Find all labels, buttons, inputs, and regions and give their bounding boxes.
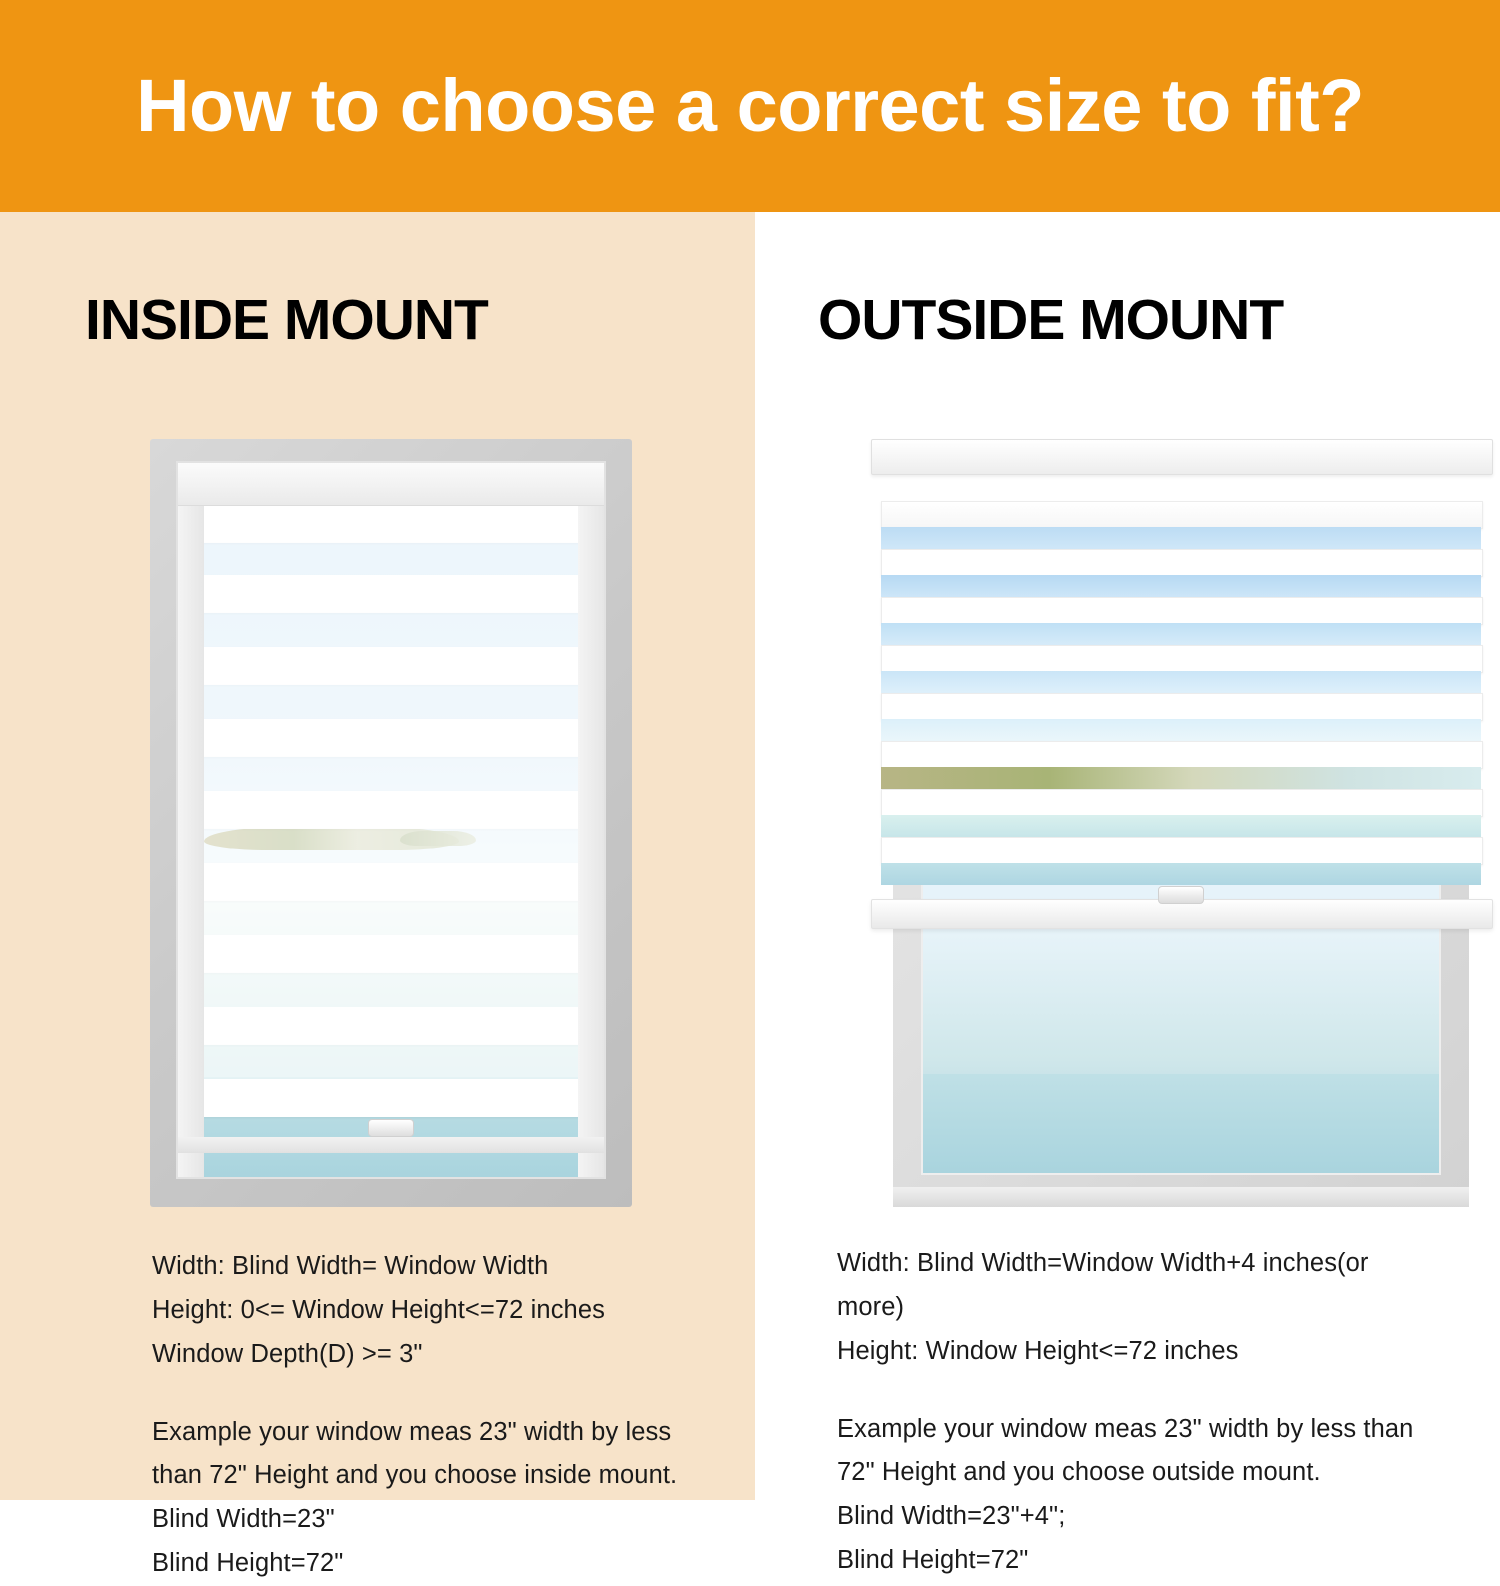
blind-slat bbox=[178, 647, 604, 685]
blind-stripe-view bbox=[881, 575, 1481, 597]
header-banner bbox=[0, 0, 1500, 212]
blind-sheer bbox=[178, 829, 604, 863]
window-sash-lock bbox=[368, 1119, 414, 1137]
blind-band bbox=[881, 549, 1483, 577]
outside-mount-text bbox=[837, 1242, 1437, 1583]
sea-band bbox=[923, 1074, 1439, 1173]
blind-headrail bbox=[178, 463, 604, 506]
blind-band bbox=[881, 741, 1483, 769]
blind-slat bbox=[178, 505, 604, 543]
outside-spec-width: Width: Blind Width=Window Width+4 inches(or more) bbox=[837, 1249, 1369, 1321]
blind-stripe-view bbox=[881, 527, 1481, 549]
blind-stripe-view bbox=[881, 719, 1481, 741]
blind-slat bbox=[178, 935, 604, 973]
inside-mount-panel bbox=[0, 212, 755, 1578]
page-title: How to choose a correct size to fit? bbox=[136, 64, 1364, 147]
blind-slat bbox=[178, 575, 604, 613]
blind-side-rail-left bbox=[178, 505, 204, 1177]
blind-band bbox=[881, 837, 1483, 865]
window-frame-inner bbox=[176, 461, 606, 1179]
blind-slat bbox=[178, 791, 604, 829]
blind-sheer bbox=[178, 1045, 604, 1079]
blind-sheer bbox=[178, 757, 604, 791]
spacer bbox=[152, 1377, 722, 1411]
blind-band bbox=[881, 597, 1483, 625]
outside-mount-title: OUTSIDE MOUNT bbox=[818, 288, 1284, 352]
outside-example-intro: Example your window meas 23" width by less than 72" Height and you choose outside mount. bbox=[837, 1414, 1414, 1487]
blind-slat bbox=[178, 1079, 604, 1117]
zebra-blind-outside bbox=[871, 439, 1491, 969]
zebra-blind-slats bbox=[178, 463, 604, 1177]
blind-slat bbox=[178, 863, 604, 901]
window-sash-bar bbox=[178, 1137, 604, 1153]
blind-side-rail-right bbox=[578, 505, 604, 1177]
blind-stripe-view bbox=[881, 815, 1481, 837]
blind-slat bbox=[178, 1007, 604, 1045]
blind-headrail bbox=[871, 439, 1493, 475]
panels-container bbox=[0, 212, 1500, 1578]
spacer bbox=[837, 1374, 1437, 1408]
blind-band bbox=[881, 501, 1483, 529]
blind-stripe-view bbox=[881, 863, 1481, 885]
outside-mount-panel bbox=[755, 212, 1500, 1575]
blind-sheer bbox=[178, 901, 604, 935]
inside-mount-title: INSIDE MOUNT bbox=[85, 288, 488, 352]
inside-example-height: Blind Height=72" bbox=[152, 1549, 344, 1578]
blind-band bbox=[881, 693, 1483, 721]
blind-stripe-view bbox=[881, 671, 1481, 693]
blind-sheer bbox=[178, 685, 604, 719]
outside-mount-window-diagram bbox=[871, 439, 1491, 1207]
outside-example-height: Blind Height=72" bbox=[837, 1546, 1029, 1575]
blind-band bbox=[881, 645, 1483, 673]
inside-example-intro: Example your window meas 23" width by less than 72" Height and you choose inside mount. bbox=[152, 1417, 678, 1490]
outside-spec-height: Height: Window Height<=72 inches bbox=[837, 1336, 1239, 1365]
blind-sheer bbox=[178, 543, 604, 575]
blind-sheer bbox=[178, 973, 604, 1007]
inside-spec-depth: Window Depth(D) >= 3" bbox=[152, 1339, 423, 1368]
outside-example-width: Blind Width=23"+4"; bbox=[837, 1502, 1066, 1531]
inside-mount-window-diagram bbox=[150, 439, 632, 1207]
inside-spec-width: Width: Blind Width= Window Width bbox=[152, 1252, 549, 1280]
inside-spec-height: Height: 0<= Window Height<=72 inches bbox=[152, 1295, 605, 1324]
window-sash-lock bbox=[1158, 886, 1204, 904]
blind-stripe-island bbox=[881, 767, 1481, 789]
blind-band bbox=[881, 789, 1483, 817]
window-sill bbox=[893, 1187, 1469, 1207]
inside-example-width: Blind Width=23" bbox=[152, 1505, 335, 1534]
blind-sheer bbox=[178, 613, 604, 647]
inside-mount-text bbox=[152, 1245, 722, 1586]
blind-stripe-view bbox=[881, 623, 1481, 645]
blind-slat bbox=[178, 719, 604, 757]
